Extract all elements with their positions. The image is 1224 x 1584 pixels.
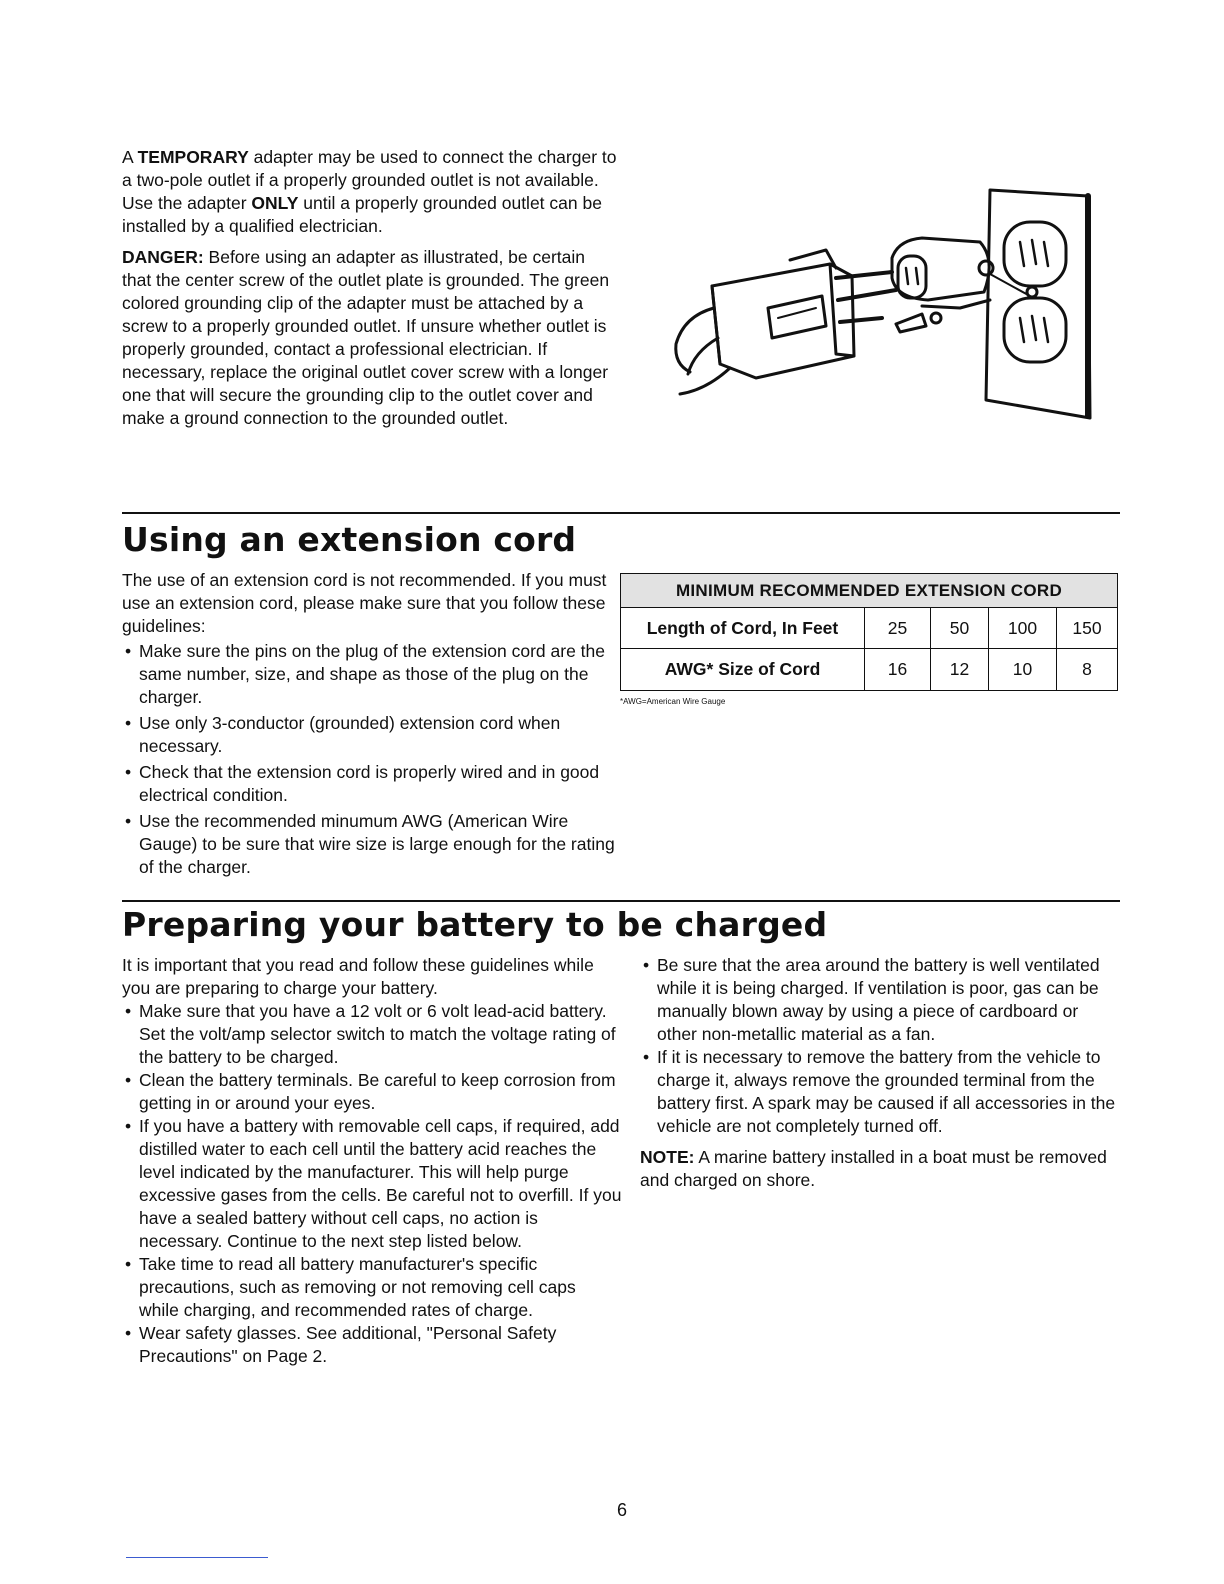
extension-text bbox=[122, 569, 622, 879]
list-item: • Use the recommended minumum AWG (American Wire Gauge) to be sure that wire size is large enough for the rating of the charger. bbox=[122, 810, 622, 879]
footer-line bbox=[126, 1557, 268, 1558]
section-divider-battery bbox=[122, 900, 1120, 902]
list-item: • Clean the battery terminals. Be careful to keep corrosion from getting in or around your eyes. bbox=[122, 1069, 622, 1115]
section-divider-extension bbox=[122, 512, 1120, 514]
extension-intro: The use of an extension cord is not recommended. If you must use an extension cord, please make sure that you follow these guidelines: bbox=[122, 570, 607, 636]
battery-heading: Preparing your battery to be charged bbox=[122, 905, 828, 944]
battery-intro: It is important that you read and follow these guidelines while you are preparing to charge your battery. bbox=[122, 955, 594, 998]
row-header-length: Length of Cord, In Feet bbox=[646, 617, 839, 638]
table-row-length bbox=[621, 608, 1117, 649]
danger-paragraph: DANGER: Before using an adapter as illustrated, be certain that the center screw of the outlet plate is grounded. The green colored grounding clip of the adapter must be attached by a screw to a properly grounded outlet. If unsure whether outlet is properly grounded, contact a professional electrician. If necessary, replace the original outlet cover screw with a longer one that will secure the grounding clip to the outlet cover and make a ground connection to the grounded outlet. bbox=[122, 247, 610, 428]
list-item: • Check that the extension cord is properly wired and in good electrical condition. bbox=[122, 761, 622, 807]
list-item: • Take time to read all battery manufacturer's specific precautions, such as removing or not removing cell caps while charging, and recommended rates of charge. bbox=[122, 1253, 622, 1322]
row-header-awg: AWG* Size of Cord bbox=[664, 659, 821, 679]
list-item: • Make sure that you have a 12 volt or 6 volt lead-acid battery. Set the volt/amp selector switch to match the voltage rating of the battery to be charged. bbox=[122, 1000, 622, 1069]
extension-cord-table bbox=[620, 573, 1118, 691]
battery-guidelines-list bbox=[122, 1000, 622, 1368]
list-item: • If it is necessary to remove the battery from the vehicle to charge it, always remove the grounded terminal from the battery first. A spark may be caused if all accessories in the vehicle are not completely turned off. bbox=[640, 1046, 1120, 1138]
table-row-awg bbox=[621, 649, 1117, 690]
table-cell: 25 bbox=[864, 608, 930, 648]
table-cell: 10 bbox=[988, 649, 1056, 690]
adapter-text bbox=[122, 146, 618, 430]
battery-guidelines-list-continued bbox=[640, 954, 1120, 1138]
battery-right-column bbox=[640, 954, 1120, 1192]
table-cell: 8 bbox=[1056, 649, 1117, 690]
marine-battery-note: NOTE: A marine battery installed in a boat must be removed and charged on shore. bbox=[640, 1147, 1107, 1190]
table-cell: 100 bbox=[988, 608, 1056, 648]
table-cell: 150 bbox=[1056, 608, 1117, 648]
temporary-adapter-paragraph: A TEMPORARY adapter may be used to connect the charger to a two-pole outlet if a properly grounded outlet is not available. Use the adapter ONLY until a properly grounded outlet can be installed by a qualified electrician. bbox=[122, 147, 617, 236]
list-item: • Use only 3-conductor (grounded) extension cord when necessary. bbox=[122, 712, 622, 758]
list-item: • Make sure the pins on the plug of the extension cord are the same number, size, and shape as those of the plug on the charger. bbox=[122, 640, 622, 709]
table-footnote: *AWG=American Wire Gauge bbox=[620, 697, 726, 706]
danger-label: DANGER: bbox=[122, 247, 204, 267]
list-item: • If you have a battery with removable cell caps, if required, add distilled water to each cell until the battery acid reaches the level indicated by the manufacturer. This will help purge excessive gases from the cells. Be careful not to overfill. If you have a sealed battery without cell caps, no action is necessary. Continue to the next step listed below. bbox=[122, 1115, 622, 1253]
extension-guidelines-list bbox=[122, 640, 622, 879]
only-emphasis: ONLY bbox=[251, 193, 299, 213]
extension-cord-heading: Using an extension cord bbox=[122, 520, 577, 559]
table-cell: 50 bbox=[930, 608, 988, 648]
list-item: • Wear safety glasses. See additional, "Personal Safety Precautions" on Page 2. bbox=[122, 1322, 622, 1368]
table-title: MINIMUM RECOMMENDED EXTENSION CORD bbox=[621, 574, 1117, 608]
battery-left-column bbox=[122, 954, 622, 1368]
temporary-emphasis: TEMPORARY bbox=[137, 147, 249, 167]
adapter-outlet-illustration bbox=[660, 168, 1100, 428]
table-cell: 16 bbox=[864, 649, 930, 690]
page-number: 6 bbox=[616, 1500, 627, 1520]
note-label: NOTE: bbox=[640, 1147, 695, 1167]
list-item: • Be sure that the area around the battery is well ventilated while it is being charged. If ventilation is poor, gas can be manually blown away by using a piece of cardboard or other non-metallic material as a fan. bbox=[640, 954, 1120, 1046]
table-cell: 12 bbox=[930, 649, 988, 690]
